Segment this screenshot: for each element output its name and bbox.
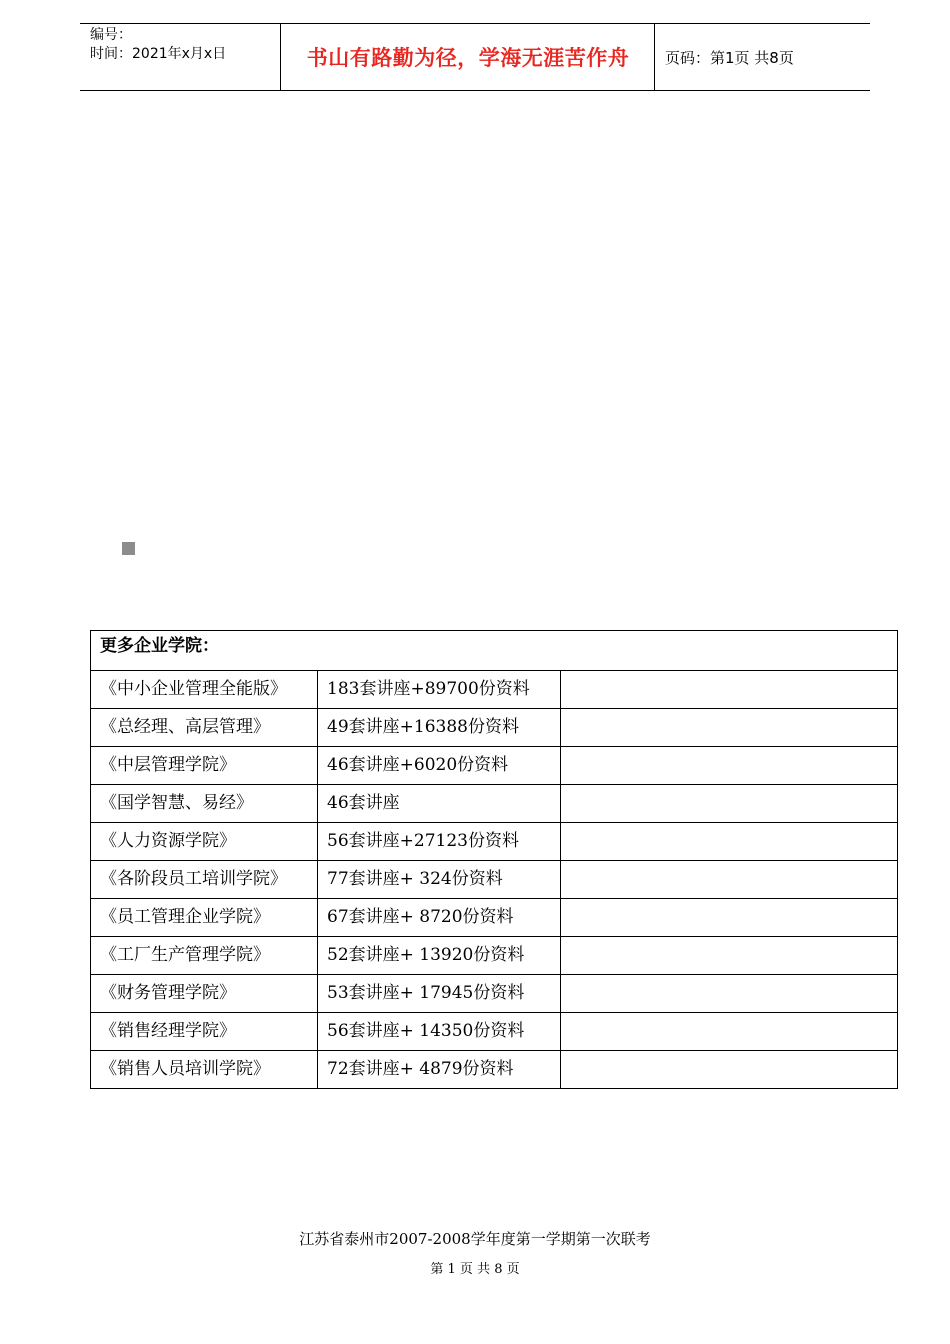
course-content-cell: 183套讲座+89700份资料 bbox=[318, 671, 561, 709]
header-divider bbox=[654, 24, 655, 90]
table-row bbox=[91, 1051, 898, 1089]
empty-cell bbox=[561, 709, 898, 747]
empty-cell bbox=[561, 899, 898, 937]
empty-cell bbox=[561, 823, 898, 861]
course-content-cell: 49套讲座+16388份资料 bbox=[318, 709, 561, 747]
empty-cell bbox=[561, 975, 898, 1013]
table-row bbox=[91, 671, 898, 709]
footer-title: 江苏省泰州市2007-2008学年度第一学期第一次联考 bbox=[299, 1230, 651, 1248]
course-content-cell: 67套讲座+ 8720份资料 bbox=[318, 899, 561, 937]
header-motto: 书山有路勤为径，学海无涯苦作舟 bbox=[306, 46, 630, 70]
empty-cell bbox=[561, 861, 898, 899]
document-time-label: 时间：2021年x月x日 bbox=[90, 46, 227, 62]
course-name-cell: 《国学智慧、易经》 bbox=[91, 785, 318, 823]
table-row bbox=[91, 899, 898, 937]
course-content-cell: 56套讲座+27123份资料 bbox=[318, 823, 561, 861]
enterprise-college-table bbox=[90, 630, 898, 1089]
table-heading: 更多企业学院： bbox=[91, 631, 898, 671]
course-content-cell: 56套讲座+ 14350份资料 bbox=[318, 1013, 561, 1051]
course-name-cell: 《中层管理学院》 bbox=[91, 747, 318, 785]
table-row bbox=[91, 975, 898, 1013]
course-name-cell: 《员工管理企业学院》 bbox=[91, 899, 318, 937]
table-row bbox=[91, 861, 898, 899]
table-row bbox=[91, 785, 898, 823]
page-header bbox=[80, 23, 870, 91]
course-name-cell: 《人力资源学院》 bbox=[91, 823, 318, 861]
header-page-info: 页码：第1页 共8页 bbox=[665, 48, 794, 67]
course-content-cell: 72套讲座+ 4879份资料 bbox=[318, 1051, 561, 1089]
course-name-cell: 《销售人员培训学院》 bbox=[91, 1051, 318, 1089]
empty-cell bbox=[561, 747, 898, 785]
empty-cell bbox=[561, 1051, 898, 1089]
empty-cell bbox=[561, 671, 898, 709]
course-content-cell: 53套讲座+ 17945份资料 bbox=[318, 975, 561, 1013]
table-row bbox=[91, 709, 898, 747]
course-name-cell: 《财务管理学院》 bbox=[91, 975, 318, 1013]
course-content-cell: 46套讲座+6020份资料 bbox=[318, 747, 561, 785]
empty-cell bbox=[561, 785, 898, 823]
course-name-cell: 《工厂生产管理学院》 bbox=[91, 937, 318, 975]
empty-cell bbox=[561, 1013, 898, 1051]
course-name-cell: 《各阶段员工培训学院》 bbox=[91, 861, 318, 899]
course-name-cell: 《中小企业管理全能版》 bbox=[91, 671, 318, 709]
empty-cell bbox=[561, 937, 898, 975]
header-meta bbox=[90, 26, 280, 64]
square-bullet-icon bbox=[122, 542, 135, 555]
table-row bbox=[91, 823, 898, 861]
course-name-cell: 《销售经理学院》 bbox=[91, 1013, 318, 1051]
course-content-cell: 46套讲座 bbox=[318, 785, 561, 823]
table-row bbox=[91, 1013, 898, 1051]
header-divider bbox=[280, 24, 281, 90]
table-heading-row bbox=[91, 631, 898, 671]
document-number-label: 编号： bbox=[90, 27, 132, 43]
table-row bbox=[91, 937, 898, 975]
footer-page-number: 第 1 页 共 8 页 bbox=[430, 1262, 520, 1277]
course-name-cell: 《总经理、高层管理》 bbox=[91, 709, 318, 747]
course-content-cell: 52套讲座+ 13920份资料 bbox=[318, 937, 561, 975]
table-row bbox=[91, 747, 898, 785]
course-content-cell: 77套讲座+ 324份资料 bbox=[318, 861, 561, 899]
